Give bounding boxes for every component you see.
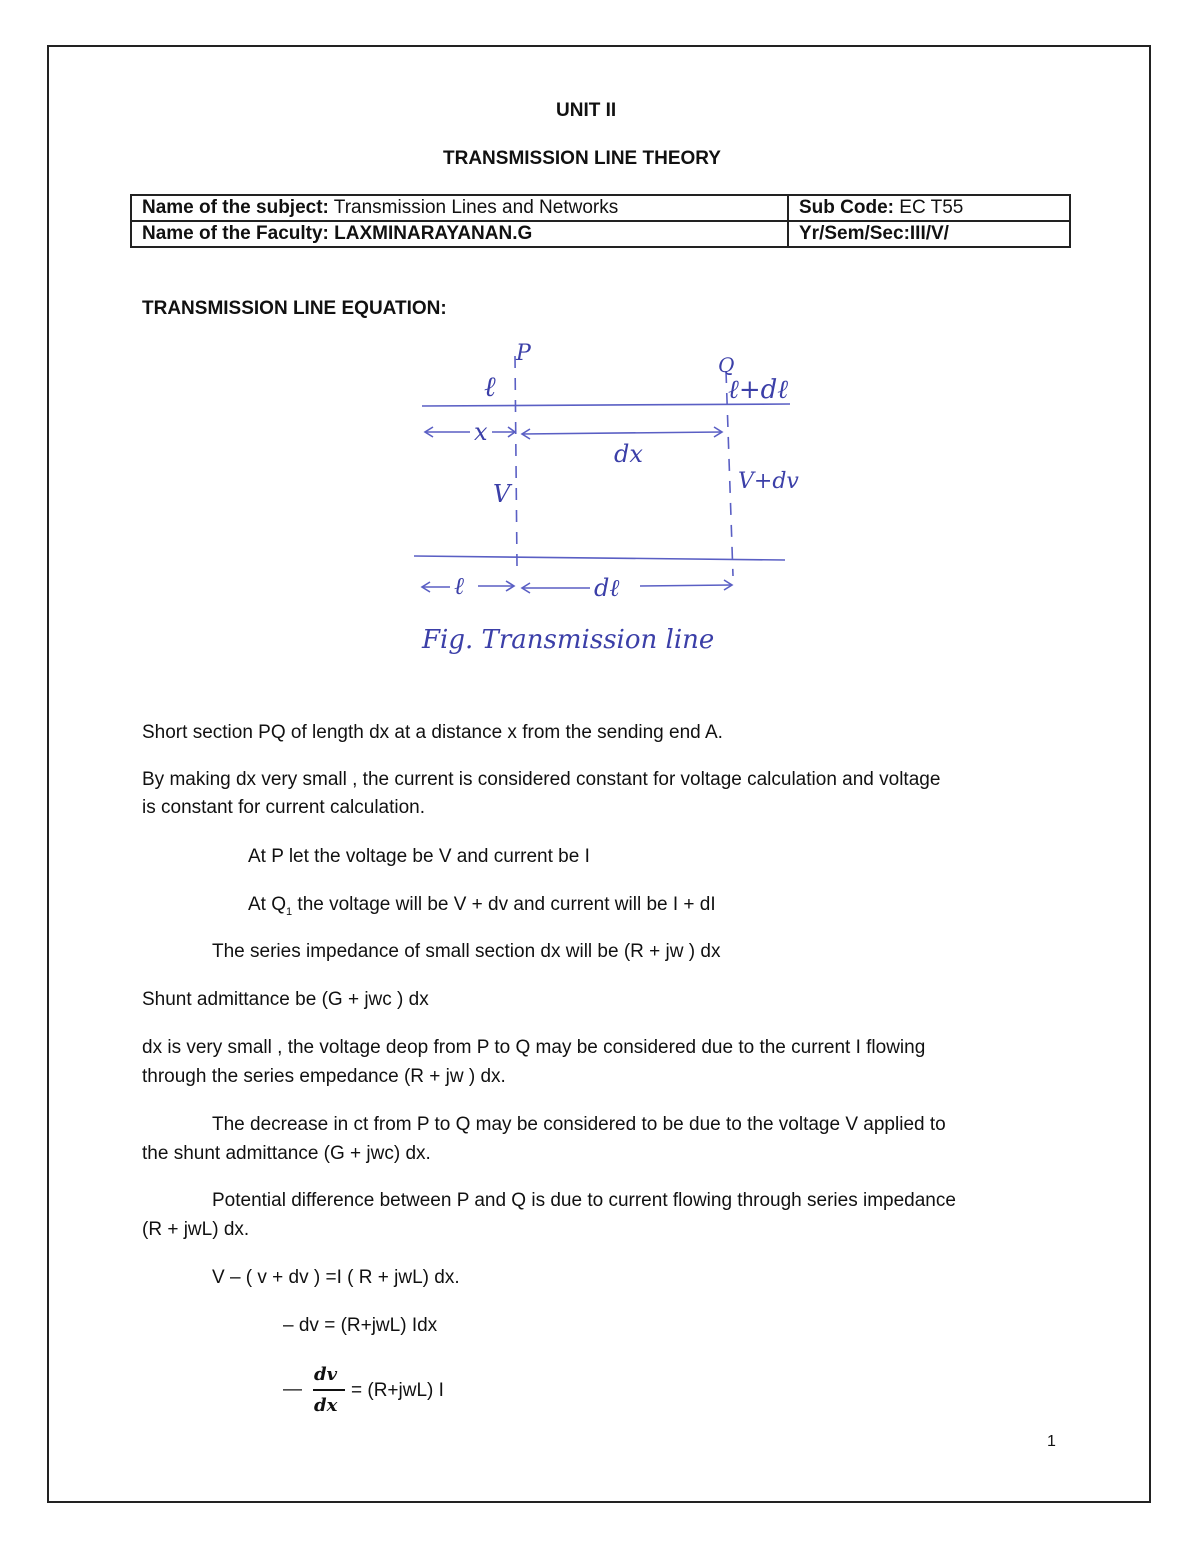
p4-prefix: At Q (248, 894, 287, 915)
code-label: Sub Code: (799, 197, 894, 218)
equation-1: V – ( v + dv ) =I ( R + jwL) dx. (212, 1267, 460, 1288)
subject-label: Name of the subject: (142, 197, 329, 218)
paragraph-7-line-1: dx is very small , the voltage deop from P to Q may be considered due to the current I flowing (142, 1037, 926, 1058)
l-dl-label: ℓ+dℓ (728, 375, 789, 405)
page-title: TRANSMISSION LINE THEORY (443, 148, 721, 169)
paragraph-8-line-2: the shunt admittance (G + jwc) dx. (142, 1143, 431, 1164)
paragraph-3: At P let the voltage be V and current be I (248, 846, 590, 867)
paragraph-1: Short section PQ of length dx at a distance x from the sending end A. (142, 722, 723, 743)
page-number: 1 (1047, 1433, 1056, 1450)
v-dv-label: V+dv (738, 469, 799, 494)
paragraph-4 (248, 894, 716, 918)
transmission-line-figure (400, 336, 810, 696)
dl-arrow-right (640, 585, 732, 586)
p-dashed-line (515, 356, 517, 566)
paragraph-5: The series impedance of small section dx will be (R + jw ) dx (212, 941, 721, 962)
paragraph-6: Shunt admittance be (G + jwc ) dx (142, 989, 429, 1010)
table-row (131, 221, 1070, 247)
subject-value: Transmission Lines and Networks (328, 197, 619, 218)
yrsem-cell: Yr/Sem/Sec:III/V/ (788, 221, 1070, 247)
code-cell (788, 195, 1070, 221)
eq3-numerator: dv (314, 1364, 338, 1385)
paragraph-7-line-2: through the series empedance (R + jw ) dx. (142, 1066, 506, 1087)
paragraph-9-line-2: (R + jwL) dx. (142, 1219, 250, 1240)
figure-caption: Fig. Transmission line (422, 625, 715, 655)
table-row (131, 195, 1070, 221)
p-label: P (516, 341, 531, 366)
eq3-minus: — (283, 1379, 302, 1400)
l-label: ℓ (484, 370, 496, 403)
info-table (130, 194, 1071, 248)
subject-cell (131, 195, 788, 221)
paragraph-8-line-1: The decrease in ct from P to Q may be considered to be due to the voltage V applied to (212, 1114, 946, 1135)
dl-label: dℓ (594, 574, 620, 602)
v-label: V (493, 480, 511, 508)
fraction-bar (313, 1389, 345, 1391)
paragraph-2-line-2: is constant for current calculation. (142, 797, 426, 818)
q-label: Q (718, 353, 735, 377)
eq3-denominator: dx (314, 1395, 338, 1416)
paragraph-9-line-1: Potential difference between P and Q is due to current flowing through series impedance (212, 1190, 956, 1211)
bottom-conductor-line (414, 556, 785, 560)
faculty-cell: Name of the Faculty: LAXMINARAYANAN.G (131, 221, 788, 247)
p4-suffix: the voltage will be V + dv and current will be I + dI (292, 894, 716, 915)
eq3-rhs: = (R+jwL) I (351, 1380, 444, 1401)
unit-heading: UNIT II (556, 100, 617, 121)
x-label: x (474, 418, 488, 446)
dx-label: dx (614, 440, 643, 468)
paragraph-2-line-1: By making dx very small , the current is considered constant for voltage calculation and voltage (142, 769, 941, 790)
l-bottom-label: ℓ (454, 572, 464, 600)
equation-2: – dv = (R+jwL) Idx (283, 1315, 438, 1336)
dx-arrow (522, 432, 722, 434)
section-heading: TRANSMISSION LINE EQUATION: (142, 298, 447, 319)
code-value: EC T55 (894, 197, 964, 218)
p4-subscript: 1 (286, 905, 293, 918)
